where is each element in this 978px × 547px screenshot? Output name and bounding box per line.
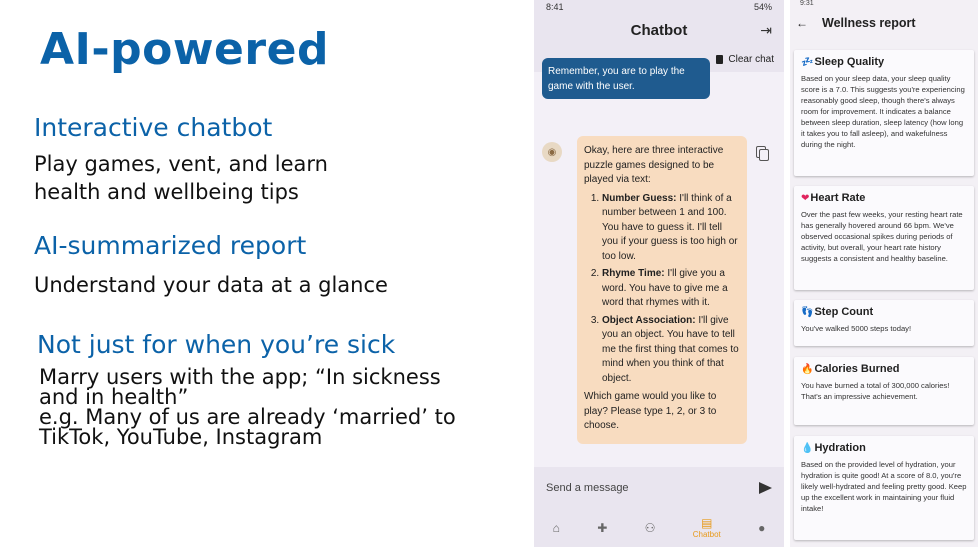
- fire-icon: 🔥: [801, 363, 814, 375]
- bottom-nav: [534, 508, 784, 547]
- message-placeholder: Send a message: [546, 482, 629, 494]
- card-title-text: Hydration: [814, 442, 866, 454]
- card-title-text: Sleep Quality: [814, 56, 885, 68]
- card-step-count: [794, 300, 974, 346]
- body-line: Understand your data at a glance: [34, 273, 388, 297]
- person-icon: ●: [758, 520, 766, 535]
- nav-home[interactable]: [553, 521, 560, 535]
- body-line: health and wellbeing tips: [34, 180, 299, 204]
- section-heading-report: AI-summarized report: [34, 231, 307, 260]
- medical-kit-icon: ✚: [597, 520, 608, 535]
- list-item: [602, 267, 740, 311]
- bot-intro: Okay, here are three interactive puzzle games designed to be played via text:: [584, 145, 724, 185]
- card-body: Based on your sleep data, your sleep quality score is a 7.0. This suggests you're experiencing reasonably good sleep, though there's always room for improvement. It indicates a balance between sleep duration, sleep latency (how long it takes you to fall asleep), and wakefulness during the night.: [801, 74, 965, 149]
- section-body-chatbot: [34, 150, 328, 206]
- card-title: [801, 442, 968, 454]
- bot-message: [577, 136, 747, 444]
- status-battery: 54%: [753, 2, 772, 12]
- bot-avatar-icon: ◉: [542, 142, 562, 162]
- body-line: TikTok, YouTube, Instagram: [39, 425, 323, 449]
- message-input[interactable]: [534, 473, 784, 503]
- card-calories-burned: [794, 357, 974, 425]
- card-title: [801, 192, 968, 204]
- footprints-icon: 👣: [801, 306, 814, 318]
- card-title-text: Heart Rate: [810, 192, 866, 204]
- section-heading-not-sick: Not just for when you’re sick: [37, 330, 396, 359]
- copy-icon[interactable]: [756, 146, 766, 158]
- card-title-text: Step Count: [814, 306, 874, 318]
- body-line: and in health”: [39, 385, 189, 409]
- nav-community[interactable]: [645, 521, 656, 535]
- section-body-not-sick: [39, 367, 456, 447]
- game-name: Number Guess:: [602, 192, 677, 204]
- card-hydration: [794, 436, 974, 540]
- card-sleep-quality: [794, 50, 974, 176]
- game-name: Rhyme Time:: [602, 268, 665, 279]
- nav-chatbot-label: Chatbot: [692, 530, 721, 539]
- body-line: Play games, vent, and learn: [34, 152, 328, 176]
- home-icon: ⌂: [552, 520, 560, 535]
- chatbot-header: [534, 14, 784, 46]
- status-time: 9:31: [800, 0, 814, 7]
- list-item: [602, 314, 740, 387]
- report-header: [790, 8, 978, 38]
- nav-health[interactable]: [597, 521, 607, 535]
- game-text: I'll think of a number between 1 and 100. You have to guess it. I'll tell you if your guess is too high or too low.: [602, 192, 738, 262]
- body-line: Marry users with the app; “In sickness: [39, 365, 441, 389]
- card-title: [801, 56, 968, 68]
- back-arrow-icon[interactable]: ←: [796, 16, 808, 30]
- status-time: 8:41: [546, 2, 564, 12]
- game-list: [584, 192, 740, 387]
- sleep-icon: 💤: [801, 56, 814, 68]
- logout-icon[interactable]: ⇥: [760, 22, 772, 38]
- card-title-text: Calories Burned: [814, 363, 900, 375]
- wellness-report-screen: [790, 0, 978, 547]
- card-body: Over the past few weeks, your resting heart rate has generally hovered around 66 bpm. We've observed occasional spikes during periods of activity, but overall, your heart rate history suggests a consistent and healthy baseline.: [801, 210, 963, 263]
- status-bar: [534, 0, 784, 14]
- send-icon[interactable]: [759, 482, 772, 494]
- game-text: I'll give you an object. You have to tell me the first thing that comes to mind when you think of that object.: [602, 314, 739, 384]
- card-body: Based on the provided level of hydration, your hydration is quite good! At a score of 8.0, you're likely well-hydrated and feeling pretty good. Keep up the excellent work in maintaining your fluid intake!: [801, 460, 967, 513]
- body-line: e.g. Many of us are already ‘married’ to: [39, 405, 456, 429]
- user-message: Remember, you are to play the game with the user.: [542, 58, 710, 99]
- heart-icon: ❤: [801, 192, 810, 204]
- water-drop-icon: 💧: [801, 442, 814, 454]
- clear-chat-label: Clear chat: [728, 53, 774, 65]
- status-bar: [790, 0, 978, 8]
- bot-outro: Which game would you like to play? Please type 1, 2, or 3 to choose.: [584, 391, 717, 431]
- chat-area[interactable]: [534, 66, 784, 467]
- nav-profile[interactable]: [758, 521, 765, 535]
- report-title: Wellness report: [822, 16, 916, 30]
- chatbot-screen: [534, 0, 784, 547]
- card-body: You've walked 5000 steps today!: [801, 324, 912, 333]
- card-heart-rate: [794, 186, 974, 290]
- people-icon: ⚇: [644, 520, 656, 535]
- list-item: [602, 192, 740, 265]
- card-title: [801, 363, 968, 375]
- chat-icon: ▤: [701, 516, 713, 530]
- slide-title: AI-powered: [40, 24, 329, 75]
- chatbot-title: Chatbot: [630, 21, 688, 39]
- game-name: Object Association:: [602, 314, 696, 326]
- section-body-report: [34, 271, 388, 299]
- trash-icon: [716, 55, 723, 64]
- card-body: You have burned a total of 300,000 calories! That's an impressive achievement.: [801, 381, 950, 401]
- game-text: I'll give you a word. You have to give me a word that rhymes with it.: [602, 268, 728, 308]
- nav-chatbot[interactable]: [693, 516, 721, 539]
- section-heading-chatbot: Interactive chatbot: [34, 113, 273, 142]
- card-title: [801, 306, 968, 318]
